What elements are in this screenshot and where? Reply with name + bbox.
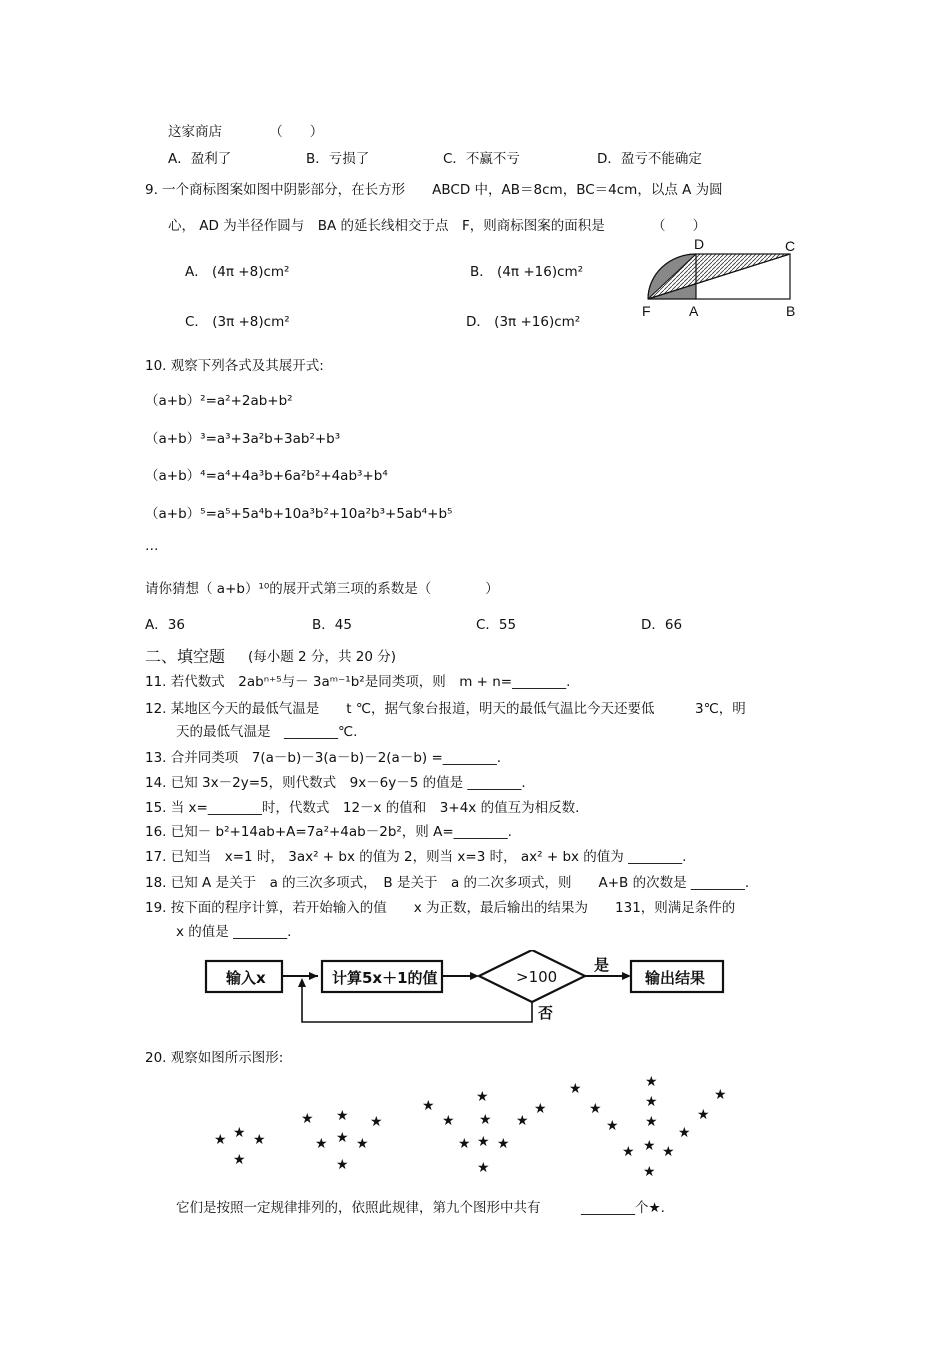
star: ★	[662, 1144, 675, 1160]
star: ★	[645, 1094, 658, 1110]
star: ★	[645, 1074, 658, 1090]
q16: 16. 已知－ b²+14ab+A=7a²+4ab－2b²，则 A=________.	[145, 824, 512, 840]
star: ★	[589, 1101, 602, 1117]
star: ★	[534, 1101, 547, 1117]
star-figure-1	[214, 1125, 266, 1168]
q18: 18. 已知 A 是关于 a 的三次多项式， B 是关于 a 的二次多项式，则 A+B 的次数是 ________.	[145, 875, 750, 891]
q17: 17. 已知当 x=1 时， 3ax² + bx 的值为 2，则当 x=3 时， ax² + bx 的值为 ________.	[145, 849, 687, 865]
q20-intro: 20. 观察如图所示图形:	[145, 1050, 284, 1066]
star: ★	[643, 1164, 656, 1180]
q19-line2: x 的值是 ________.	[176, 924, 292, 940]
star: ★	[253, 1132, 266, 1148]
star: ★	[606, 1118, 619, 1134]
q19-line1: 19. 按下面的程序计算，若开始输入的值 x 为正数，最后输出的结果为 131，则满足条件的	[145, 900, 736, 916]
star: ★	[336, 1157, 349, 1173]
q13: 13. 合并同类项 7(a－b)－3(a－b)－2(a－b) =________.	[145, 750, 502, 766]
star: ★	[458, 1136, 471, 1152]
label-C: C	[785, 238, 796, 254]
q19-flowchart	[198, 950, 738, 1030]
star: ★	[336, 1108, 349, 1124]
q9-option-c: C． (3π +8)cm²	[185, 314, 290, 330]
q8-option-c: C．不赢不亏	[443, 151, 520, 167]
q8-continuation: 这家商店 （ ）	[168, 124, 324, 140]
star: ★	[678, 1125, 691, 1141]
q10-option-d: D．66	[641, 617, 683, 633]
q9-figure	[636, 234, 816, 324]
label-D: D	[694, 236, 705, 252]
q20-star-patterns	[200, 1068, 740, 1183]
q14: 14. 已知 3x－2y=5，则代数式 9x－6y－5 的值是 ________.	[145, 775, 526, 791]
star: ★	[233, 1125, 246, 1141]
q8-option-d: D．盈亏不能确定	[597, 151, 702, 167]
q12-line1: 12. 某地区今天的最低气温是 t ℃，据气象台报道，明天的最低气温比今天还要低 3℃，明	[145, 701, 746, 717]
q8-option-b: B．亏损了	[306, 151, 370, 167]
flow-compute-text: 计算5x＋1的值	[332, 969, 438, 987]
star: ★	[356, 1136, 369, 1152]
q9-stem-line2: 心， AD 为半径作圆与 BA 的延长线相交于点 F，则商标图案的面积是 （ ）	[168, 218, 707, 234]
star: ★	[214, 1132, 227, 1148]
star: ★	[477, 1160, 490, 1176]
section-title: 二、填空题	[145, 647, 226, 666]
q9-option-d: D． (3π +16)cm²	[466, 314, 581, 330]
q10-intro: 10. 观察下列各式及其展开式:	[145, 358, 324, 374]
q10-expansion-4: （a+b）⁵=a⁵+5a⁴b+10a³b²+10a²b³+5ab⁴+b⁵	[145, 506, 453, 522]
star-figure-4	[569, 1074, 727, 1180]
q10-question: 请你猜想（ a+b）¹⁰的展开式第三项的系数是（ ）	[145, 581, 499, 597]
q10-expansion-3: （a+b）⁴=a⁴+4a³b+6a²b²+4ab³+b⁴	[145, 468, 388, 484]
q9-option-b: B． (4π +16)cm²	[470, 264, 584, 280]
q15: 15. 当 x=________时，代数式 12－x 的值和 3+4x 的值互为相反数.	[145, 800, 580, 816]
q10-option-b: B．45	[312, 617, 352, 633]
q9-option-a: A． (4π +8)cm²	[185, 264, 290, 280]
star: ★	[516, 1113, 529, 1129]
star: ★	[479, 1112, 492, 1128]
star: ★	[301, 1111, 314, 1127]
star: ★	[714, 1087, 727, 1103]
q10-expansion-2: （a+b）³=a³+3a²b+3ab²+b³	[145, 431, 341, 447]
q11: 11. 若代数式 2abⁿ⁺⁵与－ 3aᵐ⁻¹b²是同类项，则 m + n=________.	[145, 674, 571, 690]
flow-input-text: 输入x	[226, 969, 266, 987]
star: ★	[477, 1134, 490, 1150]
q8-option-a: A．盈利了	[168, 151, 232, 167]
star-figure-2	[301, 1108, 383, 1173]
star: ★	[336, 1130, 349, 1146]
q9-stem-line1: 9. 一个商标图案如图中阴影部分，在长方形 ABCD 中，AB＝8cm，BC＝4cm，以点 A 为圆	[145, 182, 723, 198]
star: ★	[497, 1136, 510, 1152]
flow-no-label: 否	[538, 1004, 554, 1022]
star: ★	[643, 1138, 656, 1154]
q20-question: 它们是按照一定规律排列的，依照此规律，第九个图形中共有 ________个★.	[176, 1200, 665, 1216]
q10-option-c: C．55	[476, 617, 517, 633]
flow-output-text: 输出结果	[645, 969, 706, 987]
label-F: F	[642, 303, 651, 319]
star: ★	[697, 1107, 710, 1123]
section-note: (每小题 2 分，共 20 分)	[248, 649, 396, 665]
star: ★	[569, 1081, 582, 1097]
star: ★	[442, 1113, 455, 1129]
label-B: B	[786, 303, 796, 319]
star: ★	[233, 1152, 246, 1168]
flow-yes-label: 是	[594, 956, 610, 974]
star: ★	[315, 1136, 328, 1152]
star: ★	[370, 1114, 383, 1130]
flow-condition-text: >100	[516, 968, 558, 986]
star: ★	[622, 1144, 635, 1160]
q12-line2: 天的最低气温是 ________℃.	[176, 724, 358, 740]
star-figure-3	[422, 1089, 547, 1176]
star: ★	[422, 1098, 435, 1114]
star: ★	[476, 1089, 489, 1105]
q10-option-a: A．36	[145, 617, 185, 633]
q10-ellipsis: …	[145, 538, 159, 554]
label-A: A	[689, 303, 699, 319]
q10-expansion-1: （a+b）²=a²+2ab+b²	[145, 393, 293, 409]
star: ★	[645, 1114, 658, 1130]
